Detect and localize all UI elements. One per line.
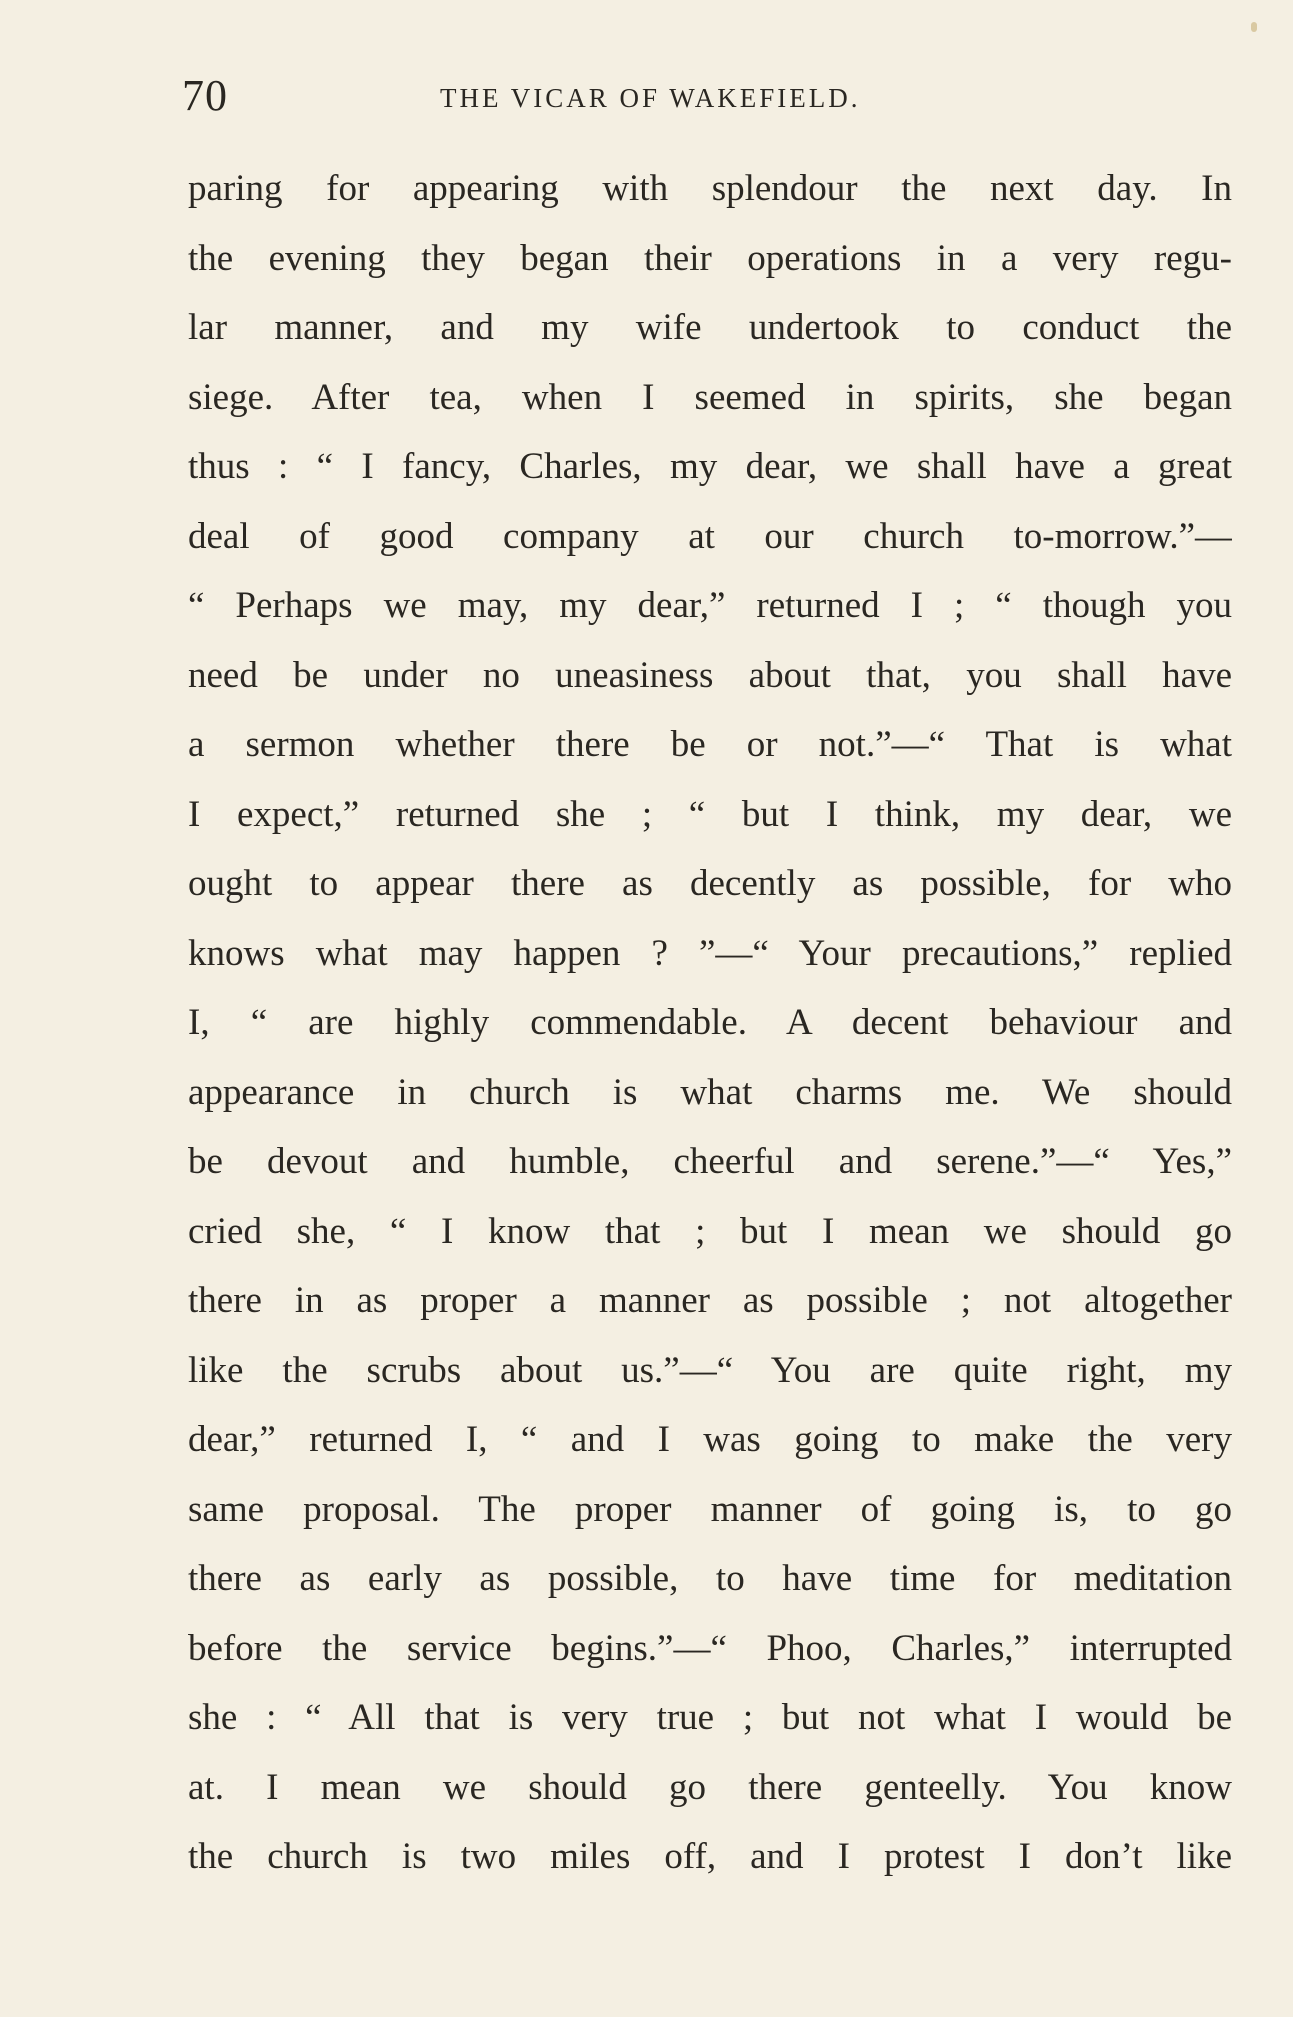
- page-number: 70: [182, 71, 228, 120]
- text-line: there in as proper a manner as possible ; not altogether: [188, 1280, 1232, 1321]
- text-line: I expect,” returned she ; “ but I think, my dear, we: [188, 793, 1232, 835]
- text-line: dear,” returned I, “ and I was going to make the very: [188, 1419, 1232, 1460]
- text-line: the evening they began their operations in a very regu-: [188, 237, 1232, 279]
- body-text: [188, 160, 1232, 1898]
- text-line: thus : “ I fancy, Charles, my dear, we shall have a great: [188, 446, 1232, 487]
- text-line: be devout and humble, cheerful and serene.”—“ Yes,”: [188, 1141, 1232, 1182]
- text-line: knows what may happen ? ”—“ Your precautions,” replied: [188, 932, 1232, 974]
- running-title: THE VICAR OF WAKEFIELD.: [440, 83, 861, 113]
- text-line: “ Perhaps we may, my dear,” returned I ; “ though you: [188, 585, 1232, 626]
- text-line: I, “ are highly commendable. A decent behaviour and: [188, 1002, 1232, 1043]
- text-line: appearance in church is what charms me. We should: [188, 1071, 1232, 1113]
- text-line: lar manner, and my wife undertook to conduct the: [188, 307, 1232, 348]
- text-line: need be under no uneasiness about that, you shall have: [188, 654, 1232, 696]
- text-line: deal of good company at our church to-morrow.”—: [188, 515, 1232, 557]
- text-line: a sermon whether there be or not.”—“ That is what: [188, 724, 1232, 765]
- text-line: paring for appearing with splendour the next day. In: [188, 168, 1232, 209]
- paper-blemish: [1251, 22, 1257, 32]
- text-line: ought to appear there as decently as possible, for who: [188, 863, 1232, 904]
- text-line: cried she, “ I know that ; but I mean we should go: [188, 1210, 1232, 1252]
- page-header: [182, 72, 1232, 120]
- text-line: same proposal. The proper manner of going is, to go: [188, 1488, 1232, 1530]
- text-line: the church is two miles off, and I protest I don’t like: [188, 1836, 1232, 1877]
- text-line: she : “ All that is very true ; but not what I would be: [188, 1697, 1232, 1738]
- text-line: there as early as possible, to have time for meditation: [188, 1558, 1232, 1599]
- text-line: siege. After tea, when I seemed in spirits, she began: [188, 376, 1232, 418]
- text-line: at. I mean we should go there genteelly. You know: [188, 1766, 1232, 1808]
- text-line: before the service begins.”—“ Phoo, Charles,” interrupted: [188, 1627, 1232, 1669]
- text-line: like the scrubs about us.”—“ You are quite right, my: [188, 1349, 1232, 1391]
